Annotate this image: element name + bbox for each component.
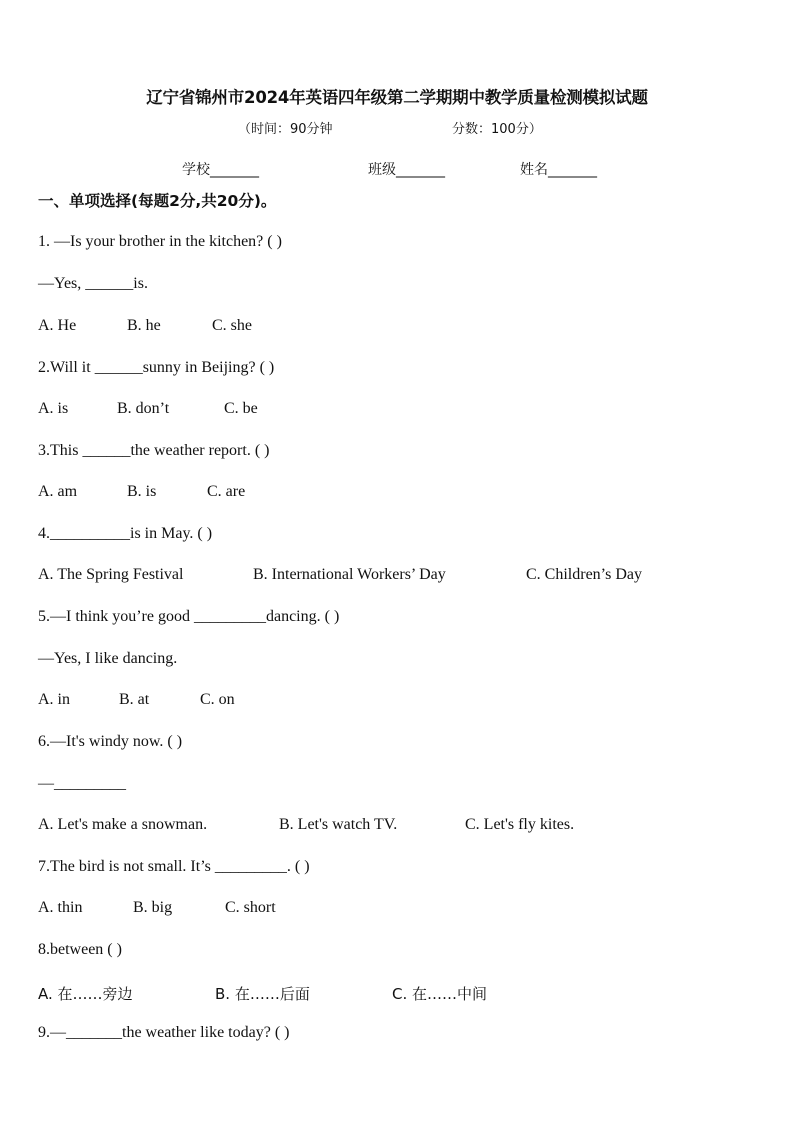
question-7-options xyxy=(38,899,276,917)
question-5-answer-line: —Yes, I like dancing. xyxy=(38,650,178,667)
question-1-options xyxy=(38,317,252,335)
question-5-options xyxy=(38,691,235,709)
class-field: 班级_______ xyxy=(368,162,445,178)
option-b: B. is xyxy=(127,483,157,500)
option-a: A. The Spring Festival xyxy=(38,566,184,583)
option-a: A. thin xyxy=(38,899,83,916)
exam-time: （时间：90分钟 xyxy=(238,122,333,137)
name-field: 姓名_______ xyxy=(520,162,597,178)
option-c: C. Let's fly kites. xyxy=(465,816,575,833)
option-a: A. in xyxy=(38,691,70,708)
question-6-answer-line: —_________ xyxy=(38,775,126,792)
option-b: B. don’t xyxy=(117,400,170,417)
option-c: C. short xyxy=(225,899,276,916)
exam-title: 辽宁省锦州市2024年英语四年级第二学期期中教学质量检测模拟试题 xyxy=(146,88,648,107)
school-field: 学校_______ xyxy=(182,162,259,178)
question-1-answer-line: —Yes, ______is. xyxy=(38,275,148,292)
question-4-stem: 4.__________is in May. ( ) xyxy=(38,525,213,542)
question-9-stem: 9.—_______the weather like today? ( ) xyxy=(38,1024,290,1041)
option-b: B. he xyxy=(127,317,161,334)
question-1-stem: 1. —Is your brother in the kitchen? ( ) xyxy=(38,233,282,250)
exam-score: 分数：100分） xyxy=(452,122,542,137)
option-a: A. Let's make a snowman. xyxy=(38,816,208,833)
option-a: A. 在……旁边 xyxy=(38,985,133,1003)
option-c: C. 在……中间 xyxy=(392,985,488,1003)
option-b: B. 在……后面 xyxy=(215,985,310,1003)
question-2-stem: 2.Will it ______sunny in Beijing? ( ) xyxy=(38,359,275,376)
question-7-stem: 7.The bird is not small. It’s _________. ( ) xyxy=(38,858,310,875)
question-8-options xyxy=(38,983,487,1004)
question-8-stem: 8.between ( ) xyxy=(38,941,122,958)
option-c: C. on xyxy=(200,691,235,708)
question-2-options xyxy=(38,400,258,418)
option-c: C. are xyxy=(207,483,246,500)
option-c: C. she xyxy=(212,317,252,334)
option-a: A. is xyxy=(38,400,69,417)
section-heading: 一、单项选择(每题2分,共20分)。 xyxy=(38,192,277,210)
option-a: A. am xyxy=(38,483,78,500)
question-4-options xyxy=(38,566,642,584)
question-3-options xyxy=(38,483,245,501)
option-b: B. big xyxy=(133,899,173,916)
option-b: B. International Workers’ Day xyxy=(253,566,446,583)
question-3-stem: 3.This ______the weather report. ( ) xyxy=(38,442,270,459)
question-6-options xyxy=(38,816,574,834)
option-c: C. be xyxy=(224,400,258,417)
question-6-stem: 6.—It's windy now. ( ) xyxy=(38,733,183,750)
option-a: A. He xyxy=(38,317,77,334)
option-b: B. at xyxy=(119,691,150,708)
option-b: B. Let's watch TV. xyxy=(279,816,398,833)
question-5-stem: 5.—I think you’re good _________dancing. ( ) xyxy=(38,608,340,625)
option-c: C. Children’s Day xyxy=(526,566,642,583)
